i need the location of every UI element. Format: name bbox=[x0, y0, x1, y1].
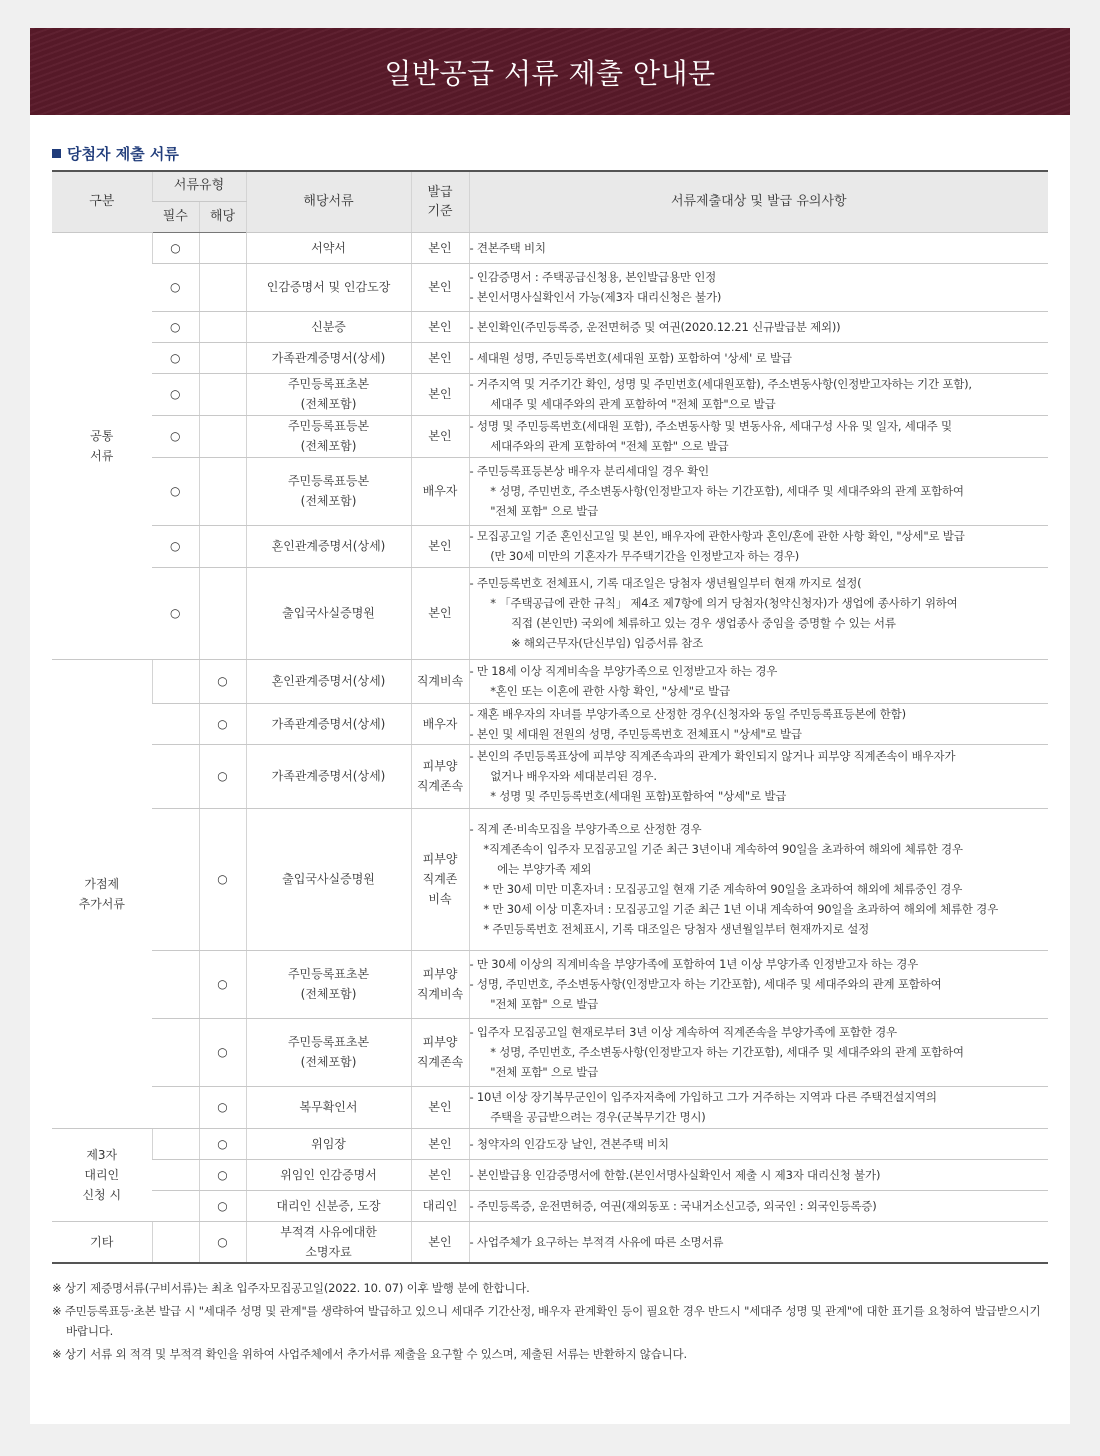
table-row bbox=[52, 525, 1048, 567]
note-line: - 청약자의 인감도장 날인, 견본주택 비치 bbox=[469, 1136, 669, 1151]
table-row bbox=[52, 263, 1048, 311]
table-row bbox=[52, 457, 1048, 525]
footnote: ※ 상기 서류 외 적격 및 부적격 확인을 위하여 사업주체에서 추가서류 제출을 요구할 수 있스며, 제출된 서류는 반환하지 않습니다. bbox=[52, 1347, 687, 1361]
table-row bbox=[52, 342, 1048, 373]
required-mark bbox=[152, 744, 199, 808]
document-name: 부적격 사유에대한 소명자료 bbox=[246, 1221, 411, 1263]
note-line: "전체 포함" 으로 발급 bbox=[469, 997, 599, 1011]
required-mark bbox=[152, 950, 199, 1018]
header-issue-basis: 발급 기준 bbox=[411, 171, 469, 232]
documents-table bbox=[52, 170, 1048, 1264]
table-row bbox=[52, 703, 1048, 744]
issue-basis: 배우자 bbox=[411, 457, 469, 525]
note-line: - 본인서명사실확인서 가능(제3자 대리신청은 불가) bbox=[469, 290, 722, 304]
document-name: 위임장 bbox=[246, 1128, 411, 1159]
note-line: ※ 해외근무자(단신부임) 입증서류 참조 bbox=[469, 636, 703, 650]
document-name: 주민등록표등본 (전체포함) bbox=[246, 457, 411, 525]
document-name: 혼인관계증명서(상세) bbox=[246, 525, 411, 567]
applicable-mark bbox=[199, 567, 246, 659]
issue-basis: 직계비속 bbox=[411, 659, 469, 703]
required-mark bbox=[152, 1018, 199, 1086]
document-name: 출입국사실증명원 bbox=[246, 567, 411, 659]
document-notes bbox=[469, 1190, 1048, 1221]
applicable-mark: ○ bbox=[199, 808, 246, 950]
document-notes bbox=[469, 457, 1048, 525]
applicable-mark bbox=[199, 373, 246, 415]
note-line: - 본인의 주민등록표상에 피부양 직계존속과의 관계가 확인되지 않거나 피부양 직계존속이 배우자가 bbox=[469, 749, 956, 763]
table-row bbox=[52, 567, 1048, 659]
document-notes bbox=[469, 703, 1048, 744]
issue-basis: 본인 bbox=[411, 263, 469, 311]
issue-basis: 본인 bbox=[411, 415, 469, 457]
required-mark: ○ bbox=[152, 415, 199, 457]
note-line: * 만 30세 이상 미혼자녀 : 모집공고일 기준 최근 1년 이내 계속하여 90일을 초과하여 해외에 체류한 경우 bbox=[469, 902, 998, 916]
document-name: 출입국사실증명원 bbox=[246, 808, 411, 950]
note-line: * 「주택공급에 관한 규칙」 제4조 제7항에 의거 당첨자(청약신청자)가 생업에 종사하기 위하여 bbox=[469, 596, 958, 610]
document-sheet bbox=[30, 28, 1070, 1424]
note-line: - 10년 이상 장기복무군인이 입주자저축에 가입하고 그가 거주하는 지역과 다른 주택건설지역의 bbox=[469, 1090, 937, 1104]
note-line: 직접 (본인만) 국외에 체류하고 있는 경우 생업종사 중임을 증명할 수 있는 서류 bbox=[469, 616, 896, 630]
required-mark: ○ bbox=[152, 342, 199, 373]
applicable-mark: ○ bbox=[199, 1128, 246, 1159]
group-label-additional: 가점제 추가서류 bbox=[52, 659, 152, 1128]
header-doc-type: 서류유형 bbox=[152, 171, 246, 201]
note-line: - 견본주택 비치 bbox=[469, 240, 546, 255]
document-notes bbox=[469, 950, 1048, 1018]
required-mark bbox=[152, 1128, 199, 1159]
table-row bbox=[52, 1128, 1048, 1159]
document-name: 신분증 bbox=[246, 311, 411, 342]
required-mark: ○ bbox=[152, 567, 199, 659]
required-mark bbox=[152, 1190, 199, 1221]
note-line: 세대주와의 관계 포함하여 "전체 포함" 으로 발급 bbox=[469, 439, 729, 453]
required-mark: ○ bbox=[152, 525, 199, 567]
footnotes bbox=[52, 1278, 1048, 1367]
table-row bbox=[52, 373, 1048, 415]
required-mark bbox=[152, 703, 199, 744]
note-line: *혼인 또는 이혼에 관한 사항 확인, "상세"로 발급 bbox=[469, 684, 730, 698]
note-line: * 주민등록번호 전체표시, 기록 대조일은 당첨자 생년월일부터 현재까지로 설정 bbox=[469, 922, 870, 936]
note-line: 세대주 및 세대주와의 관계 포함하여 "전체 포함"으로 발급 bbox=[469, 397, 776, 411]
applicable-mark: ○ bbox=[199, 1086, 246, 1128]
issue-basis: 본인 bbox=[411, 373, 469, 415]
note-line: - 입주자 모집공고일 현재로부터 3년 이상 계속하여 직계존속을 부양가족에 포함한 경우 bbox=[469, 1025, 897, 1039]
document-notes bbox=[469, 1159, 1048, 1190]
note-line: "전체 포함" 으로 발급 bbox=[469, 504, 599, 518]
table-row bbox=[52, 1018, 1048, 1086]
applicable-mark bbox=[199, 263, 246, 311]
applicable-mark: ○ bbox=[199, 1018, 246, 1086]
required-mark bbox=[152, 1159, 199, 1190]
note-line: 주택을 공급받으려는 경우(군복무기간 명시) bbox=[469, 1110, 706, 1124]
document-notes bbox=[469, 1128, 1048, 1159]
applicable-mark: ○ bbox=[199, 1221, 246, 1263]
table-body bbox=[52, 232, 1048, 1263]
issue-basis: 본인 bbox=[411, 1128, 469, 1159]
issue-basis: 본인 bbox=[411, 1086, 469, 1128]
document-notes bbox=[469, 808, 1048, 950]
applicable-mark bbox=[199, 311, 246, 342]
document-notes bbox=[469, 1221, 1048, 1263]
note-line: (만 30세 미만의 기혼자가 무주택기간을 인정받고자 하는 경우) bbox=[469, 549, 800, 563]
note-line: - 본인 및 세대원 전원의 성명, 주민등록번호 전체표시 "상세"로 발급 bbox=[469, 726, 802, 741]
note-line: - 만 18세 이상 직계비속을 부양가족으로 인정받고자 하는 경우 bbox=[469, 664, 778, 678]
applicable-mark bbox=[199, 457, 246, 525]
document-name: 가족관계증명서(상세) bbox=[246, 342, 411, 373]
issue-basis: 본인 bbox=[411, 311, 469, 342]
footnote: ※ 주민등록표등·초본 발급 시 "세대주 성명 및 관계"를 생략하여 발급하고 있으니 세대주 기간산정, 배우자 관계확인 등이 필요한 경우 반드시 "세대주 성명 및 관계"에 대한 표기를 요청하여 발급받으시기 바랍니다. bbox=[52, 1304, 1041, 1338]
document-notes bbox=[469, 232, 1048, 263]
table-row bbox=[52, 808, 1048, 950]
note-line: - 재혼 배우자의 자녀를 부양가족으로 산정한 경우(신청자와 동일 주민등록표등본에 한함) bbox=[469, 706, 906, 721]
header-notes: 서류제출대상 및 발급 유의사항 bbox=[469, 171, 1048, 232]
table-row bbox=[52, 1086, 1048, 1128]
note-line: - 주민등록증, 운전면허증, 여권(재외동포 : 국내거소신고증, 외국인 : 외국인등록증) bbox=[469, 1198, 877, 1213]
required-mark bbox=[152, 1086, 199, 1128]
document-name: 가족관계증명서(상세) bbox=[246, 744, 411, 808]
required-mark bbox=[152, 808, 199, 950]
section-title-text: 당첨자 제출 서류 bbox=[67, 144, 179, 163]
applicable-mark: ○ bbox=[199, 1190, 246, 1221]
document-notes bbox=[469, 567, 1048, 659]
document-notes bbox=[469, 415, 1048, 457]
note-line: - 만 30세 이상의 직계비속을 부양가족에 포함하여 1년 이상 부양가족 인정받고자 하는 경우 bbox=[469, 957, 919, 971]
issue-basis: 피부양 직계존속 bbox=[411, 1018, 469, 1086]
applicable-mark bbox=[199, 232, 246, 263]
table-row bbox=[52, 415, 1048, 457]
document-notes bbox=[469, 263, 1048, 311]
table-row bbox=[52, 1190, 1048, 1221]
required-mark: ○ bbox=[152, 311, 199, 342]
document-name: 위임인 인감증명서 bbox=[246, 1159, 411, 1190]
issue-basis: 본인 bbox=[411, 342, 469, 373]
note-line: - 성명 및 주민등록번호(세대원 포함), 주소변동사항 및 변동사유, 세대구성 사유 및 일자, 세대주 및 bbox=[469, 419, 952, 433]
page-title: 일반공급 서류 제출 안내문 bbox=[384, 56, 716, 90]
document-name: 서약서 bbox=[246, 232, 411, 263]
group-label-etc: 기타 bbox=[52, 1221, 152, 1263]
table-row bbox=[52, 1159, 1048, 1190]
document-notes bbox=[469, 1086, 1048, 1128]
required-mark: ○ bbox=[152, 373, 199, 415]
issue-basis: 피부양 직계존속 bbox=[411, 744, 469, 808]
table-row bbox=[52, 744, 1048, 808]
required-mark bbox=[152, 659, 199, 703]
applicable-mark: ○ bbox=[199, 659, 246, 703]
note-line: - 주민등록번호 전체표시, 기록 대조일은 당첨자 생년월일부터 현재 까지로 설정( bbox=[469, 576, 862, 590]
note-line: * 성명, 주민번호, 주소변동사항(인정받고자 하는 기간포함), 세대주 및 세대주와의 관계 포함하여 bbox=[469, 484, 964, 498]
issue-basis: 본인 bbox=[411, 1159, 469, 1190]
required-mark: ○ bbox=[152, 232, 199, 263]
required-mark: ○ bbox=[152, 457, 199, 525]
note-line: - 거주지역 및 거주기간 확인, 성명 및 주민번호(세대원포함), 주소변동사항(인정받고자하는 기간 포함), bbox=[469, 377, 972, 391]
table-row bbox=[52, 311, 1048, 342]
table-row bbox=[52, 1221, 1048, 1263]
note-line: - 모집공고일 기준 혼인신고일 및 본인, 배우자에 관한사항과 혼인/혼에 관한 사항 확인, "상세"로 발급 bbox=[469, 529, 965, 543]
issue-basis: 본인 bbox=[411, 1221, 469, 1263]
applicable-mark bbox=[199, 525, 246, 567]
document-notes bbox=[469, 525, 1048, 567]
note-line: * 성명 및 주민등록번호(세대원 포함)포함하여 "상세"로 발급 bbox=[469, 789, 787, 803]
note-line: - 사업주체가 요구하는 부적격 사유에 따른 소명서류 bbox=[469, 1234, 724, 1249]
table-row bbox=[52, 659, 1048, 703]
note-line: - 인감증명서 : 주택공급신청용, 본인발급용만 인정 bbox=[469, 270, 717, 284]
document-name: 대리인 신분증, 도장 bbox=[246, 1190, 411, 1221]
document-notes bbox=[469, 1018, 1048, 1086]
note-line: "전체 포함" 으로 발급 bbox=[469, 1065, 599, 1079]
document-notes bbox=[469, 744, 1048, 808]
group-label-proxy: 제3자 대리인 신청 시 bbox=[52, 1128, 152, 1221]
document-notes bbox=[469, 342, 1048, 373]
document-notes bbox=[469, 373, 1048, 415]
document-notes bbox=[469, 659, 1048, 703]
square-bullet-icon bbox=[52, 149, 61, 158]
note-line: * 성명, 주민번호, 주소변동사항(인정받고자 하는 기간포함), 세대주 및 세대주와의 관계 포함하여 bbox=[469, 1045, 964, 1059]
table-row bbox=[52, 950, 1048, 1018]
table-header bbox=[52, 171, 1048, 232]
document-name: 주민등록표초본 (전체포함) bbox=[246, 950, 411, 1018]
note-line: - 직계 존·비속모집을 부양가족으로 산정한 경우 bbox=[469, 822, 702, 836]
footnote: ※ 상기 제증명서류(구비서류)는 최초 입주자모집공고일(2022. 10. 07) 이후 발행 분에 한합니다. bbox=[52, 1281, 530, 1295]
document-name: 혼인관계증명서(상세) bbox=[246, 659, 411, 703]
issue-basis: 본인 bbox=[411, 567, 469, 659]
applicable-mark bbox=[199, 415, 246, 457]
group-label-common: 공통 서류 bbox=[52, 232, 152, 659]
header-applicable: 해당 bbox=[199, 201, 246, 232]
note-line: *직계존속이 입주자 모집공고일 기준 최근 3년이내 계속하여 90일을 초과하여 해외에 체류한 경우 bbox=[469, 842, 963, 856]
document-name: 주민등록표등본 (전체포함) bbox=[246, 415, 411, 457]
title-banner bbox=[30, 28, 1070, 115]
applicable-mark bbox=[199, 342, 246, 373]
document-name: 주민등록표초본 (전체포함) bbox=[246, 373, 411, 415]
required-mark bbox=[152, 1221, 199, 1263]
note-line: - 본인확인(주민등록증, 운전면허증 및 여권(2020.12.21 신규발급분 제외)) bbox=[469, 319, 841, 334]
section-title bbox=[52, 143, 1070, 163]
required-mark: ○ bbox=[152, 263, 199, 311]
document-name: 주민등록표초본 (전체포함) bbox=[246, 1018, 411, 1086]
issue-basis: 대리인 bbox=[411, 1190, 469, 1221]
note-line: - 본인발급용 인감증명서에 한함.(본인서명사실확인서 제출 시 제3자 대리신청 불가) bbox=[469, 1167, 881, 1182]
document-notes bbox=[469, 311, 1048, 342]
applicable-mark: ○ bbox=[199, 950, 246, 1018]
note-line: * 만 30세 미만 미혼자녀 : 모집공고일 현재 기준 계속하여 90일을 초과하여 해외에 체류중인 경우 bbox=[469, 882, 963, 896]
note-line: - 성명, 주민번호, 주소변동사항(인정받고자 하는 기간포함), 세대주 및 세대주와의 관계 포함하여 bbox=[469, 977, 942, 991]
issue-basis: 피부양 직계존 비속 bbox=[411, 808, 469, 950]
applicable-mark: ○ bbox=[199, 744, 246, 808]
issue-basis: 본인 bbox=[411, 525, 469, 567]
applicable-mark: ○ bbox=[199, 703, 246, 744]
document-name: 가족관계증명서(상세) bbox=[246, 703, 411, 744]
note-line: 없거나 배우자와 세대분리된 경우. bbox=[469, 769, 657, 783]
header-required: 필수 bbox=[152, 201, 199, 232]
header-gubun: 구분 bbox=[52, 171, 152, 232]
document-name: 복무확인서 bbox=[246, 1086, 411, 1128]
applicable-mark: ○ bbox=[199, 1159, 246, 1190]
table-row bbox=[52, 232, 1048, 263]
note-line: 에는 부양가족 제외 bbox=[469, 862, 592, 876]
document-name: 인감증명서 및 인감도장 bbox=[246, 263, 411, 311]
note-line: - 세대원 성명, 주민등록번호(세대원 포함) 포함하여 '상세' 로 발급 bbox=[469, 350, 792, 365]
note-line: - 주민등록표등본상 배우자 분리세대일 경우 확인 bbox=[469, 464, 709, 478]
issue-basis: 배우자 bbox=[411, 703, 469, 744]
header-doc-name: 해당서류 bbox=[246, 171, 411, 232]
issue-basis: 본인 bbox=[411, 232, 469, 263]
issue-basis: 피부양 직계비속 bbox=[411, 950, 469, 1018]
